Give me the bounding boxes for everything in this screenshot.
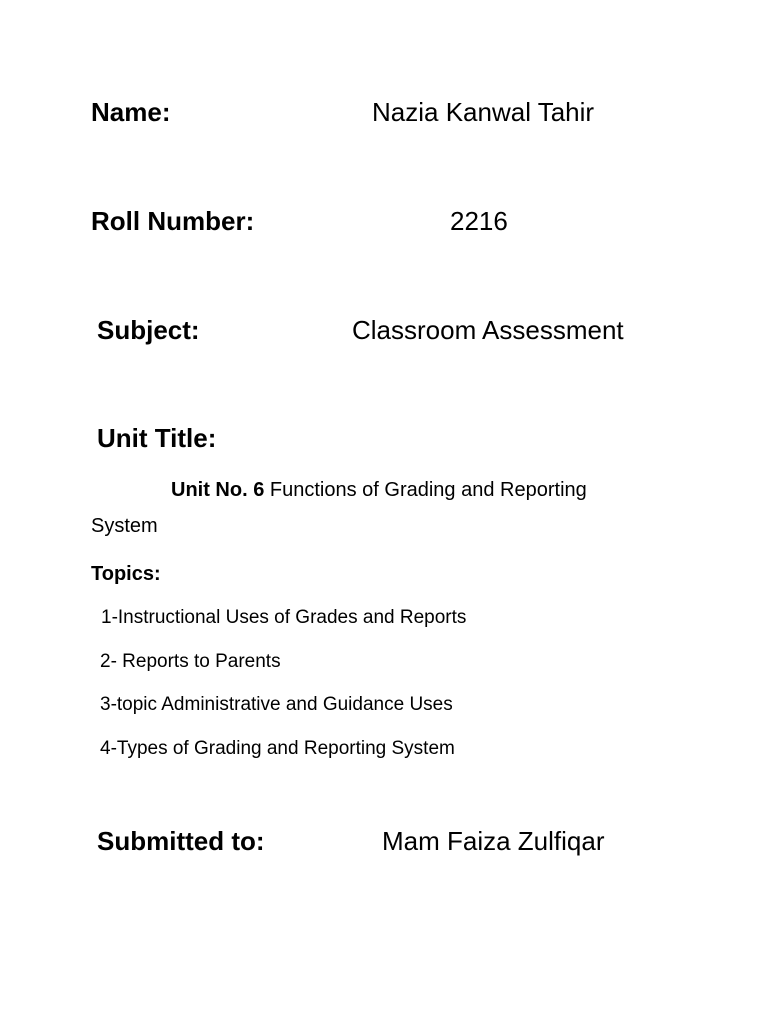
unit-title-line-1 [171,472,587,508]
topic-item: 1-Instructional Uses of Grades and Reports [101,607,467,628]
name-label: Name: [91,97,171,127]
topics-heading: Topics: [91,563,161,585]
unit-title-line-2: System [91,515,158,537]
roll-number-label: Roll Number: [91,206,255,236]
submitted-to-value: Mam Faiza Zulfiqar [382,826,605,856]
submitted-to-label: Submitted to: [97,826,265,856]
unit-title-label: Unit Title: [97,423,217,453]
subject-value: Classroom Assessment [352,315,624,345]
name-value: Nazia Kanwal Tahir [372,97,595,127]
topic-item: 2- Reports to Parents [100,651,281,672]
unit-title-text: Functions of Grading and Reporting [264,479,587,501]
roll-number-value: 2216 [450,206,508,236]
unit-number: Unit No. 6 [171,479,265,501]
subject-label: Subject: [97,315,200,345]
topic-item: 3-topic Administrative and Guidance Uses [100,694,453,715]
topic-item: 4-Types of Grading and Reporting System [100,738,455,759]
